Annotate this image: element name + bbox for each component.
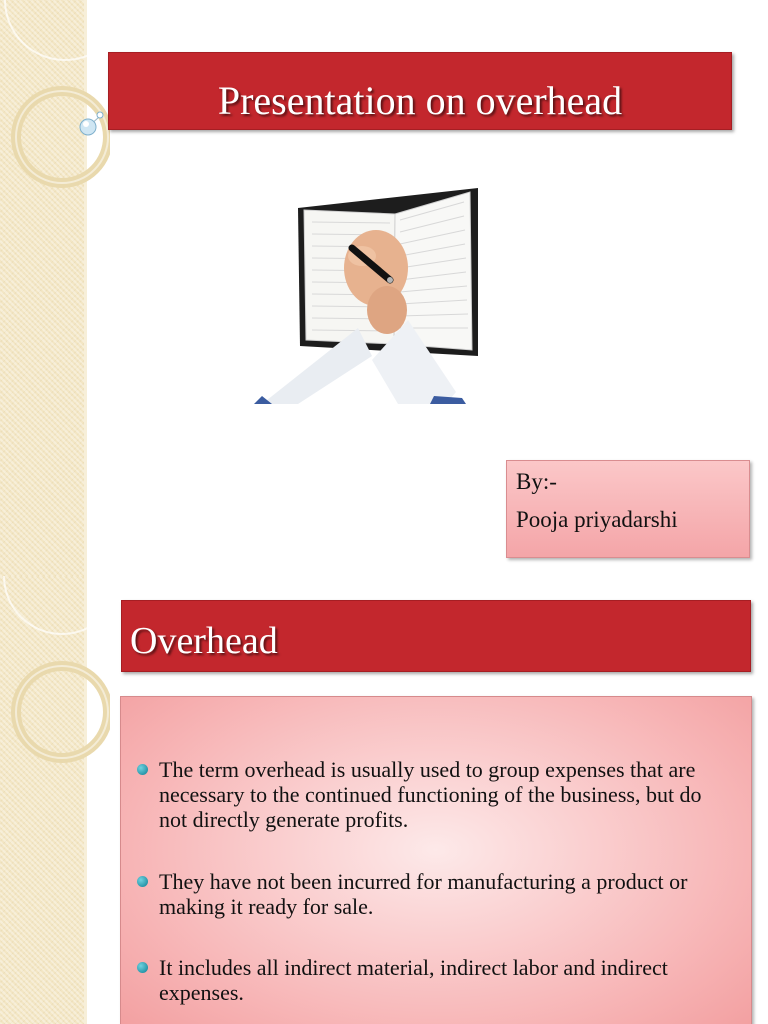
hand-writing-diary-image (212, 160, 538, 404)
decorative-circles (0, 576, 110, 1024)
author-label: By:- (516, 469, 557, 494)
decorative-circles (0, 0, 110, 576)
bullet-icon (137, 962, 148, 973)
slide-1-title: Presentation on overhead (217, 78, 623, 123)
slide-1-title-bar (108, 52, 732, 130)
slide-2-title-bar (121, 600, 751, 672)
content-box (120, 696, 752, 1024)
bullet-icon (137, 876, 148, 887)
author-box (506, 460, 750, 558)
slide-2-title: Overhead (130, 620, 278, 662)
author-name: Pooja priyadarshi (516, 507, 678, 532)
bullet-icon (137, 764, 148, 775)
bullet-text: It includes all indirect material, indirect labor and indirect expenses. (159, 955, 668, 1005)
slide-2 (0, 576, 768, 1024)
bullet-text: They have not been incurred for manufacturing a product or making it ready for sale. (159, 869, 688, 919)
bullet-text: The term overhead is usually used to group expenses that are necessary to the continued functioning of the business, but do not directly generate profits. (159, 757, 702, 832)
